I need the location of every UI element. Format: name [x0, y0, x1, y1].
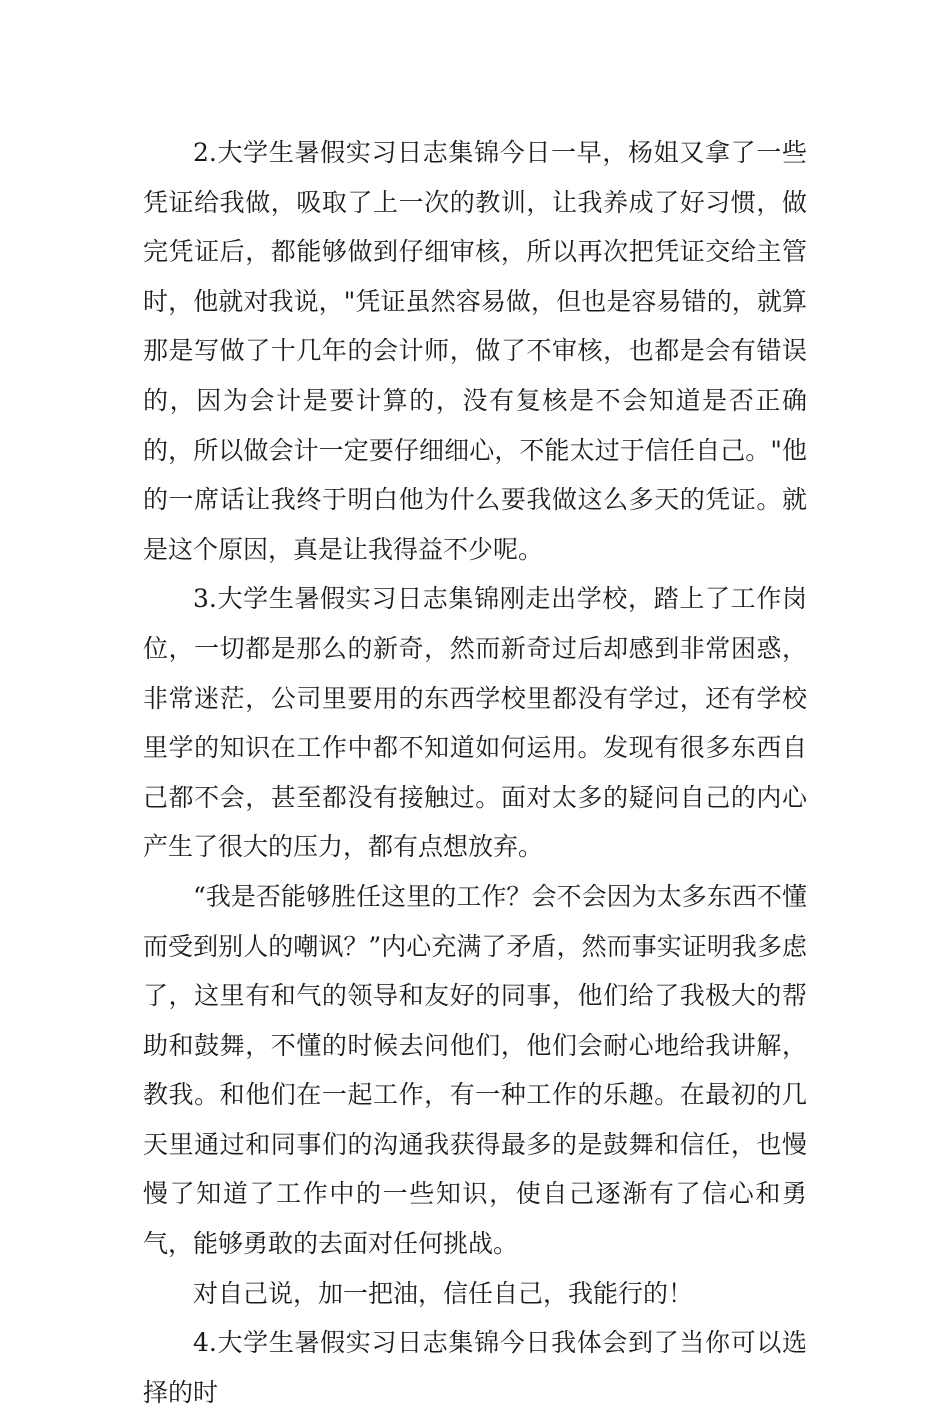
paragraph-log-2: 2.大学生暑假实习日志集锦今日一早，杨姐又拿了一些凭证给我做，吸取了上一次的教训，让我养成了好习惯，做完凭证后，都能够做到仔细审核，所以再次把凭证交给主管时，他就对我说，"凭证虽然容易做，但也是容易错的，就算那是写做了十几年的会计师，做了不审核，也都是会有错误的，因为会计是要计算的，没有复核是不会知道是否正确的，所以做会计一定要仔细细心，不能太过于信任自己。"他的一席话让我终于明白他为什么要我做这么多天的凭证。就是这个原因，真是让我得益不少呢。 — [143, 138, 807, 564]
paragraph-quote: “我是否能够胜任这里的工作？会不会因为太多东西不懂而受到别人的嘲讽？”内心充满了矛盾，然而事实证明我多虑了，这里有和气的领导和友好的同事，他们给了我极大的帮助和鼓舞，不懂的时候去问他们，他们会耐心地给我讲解，教我。和他们在一起工作，有一种工作的乐趣。在最初的几天里通过和同事们的沟通我获得最多的是鼓舞和信任，也慢慢了知道了工作中的一些知识，使自己逐渐有了信心和勇气，能够勇敢的去面对任何挑战。 — [143, 881, 807, 1259]
paragraph-log-4: 4.大学生暑假实习日志集锦今日我体会到了当你可以选择的时 — [143, 1328, 807, 1407]
document-body — [143, 128, 807, 1417]
paragraph-log-3: 3.大学生暑假实习日志集锦刚走出学校，踏上了工作岗位，一切都是那么的新奇，然而新奇过后却感到非常困惑，非常迷茫，公司里要用的东西学校里都没有学过，还有学校里学的知识在工作中都不知道如何运用。发现有很多东西自己都不会，甚至都没有接触过。面对太多的疑问自己的内心产生了很大的压力，都有点想放弃。 — [143, 584, 807, 862]
paragraph-encouragement: 对自己说，加一把油，信任自己，我能行的！ — [193, 1278, 694, 1308]
